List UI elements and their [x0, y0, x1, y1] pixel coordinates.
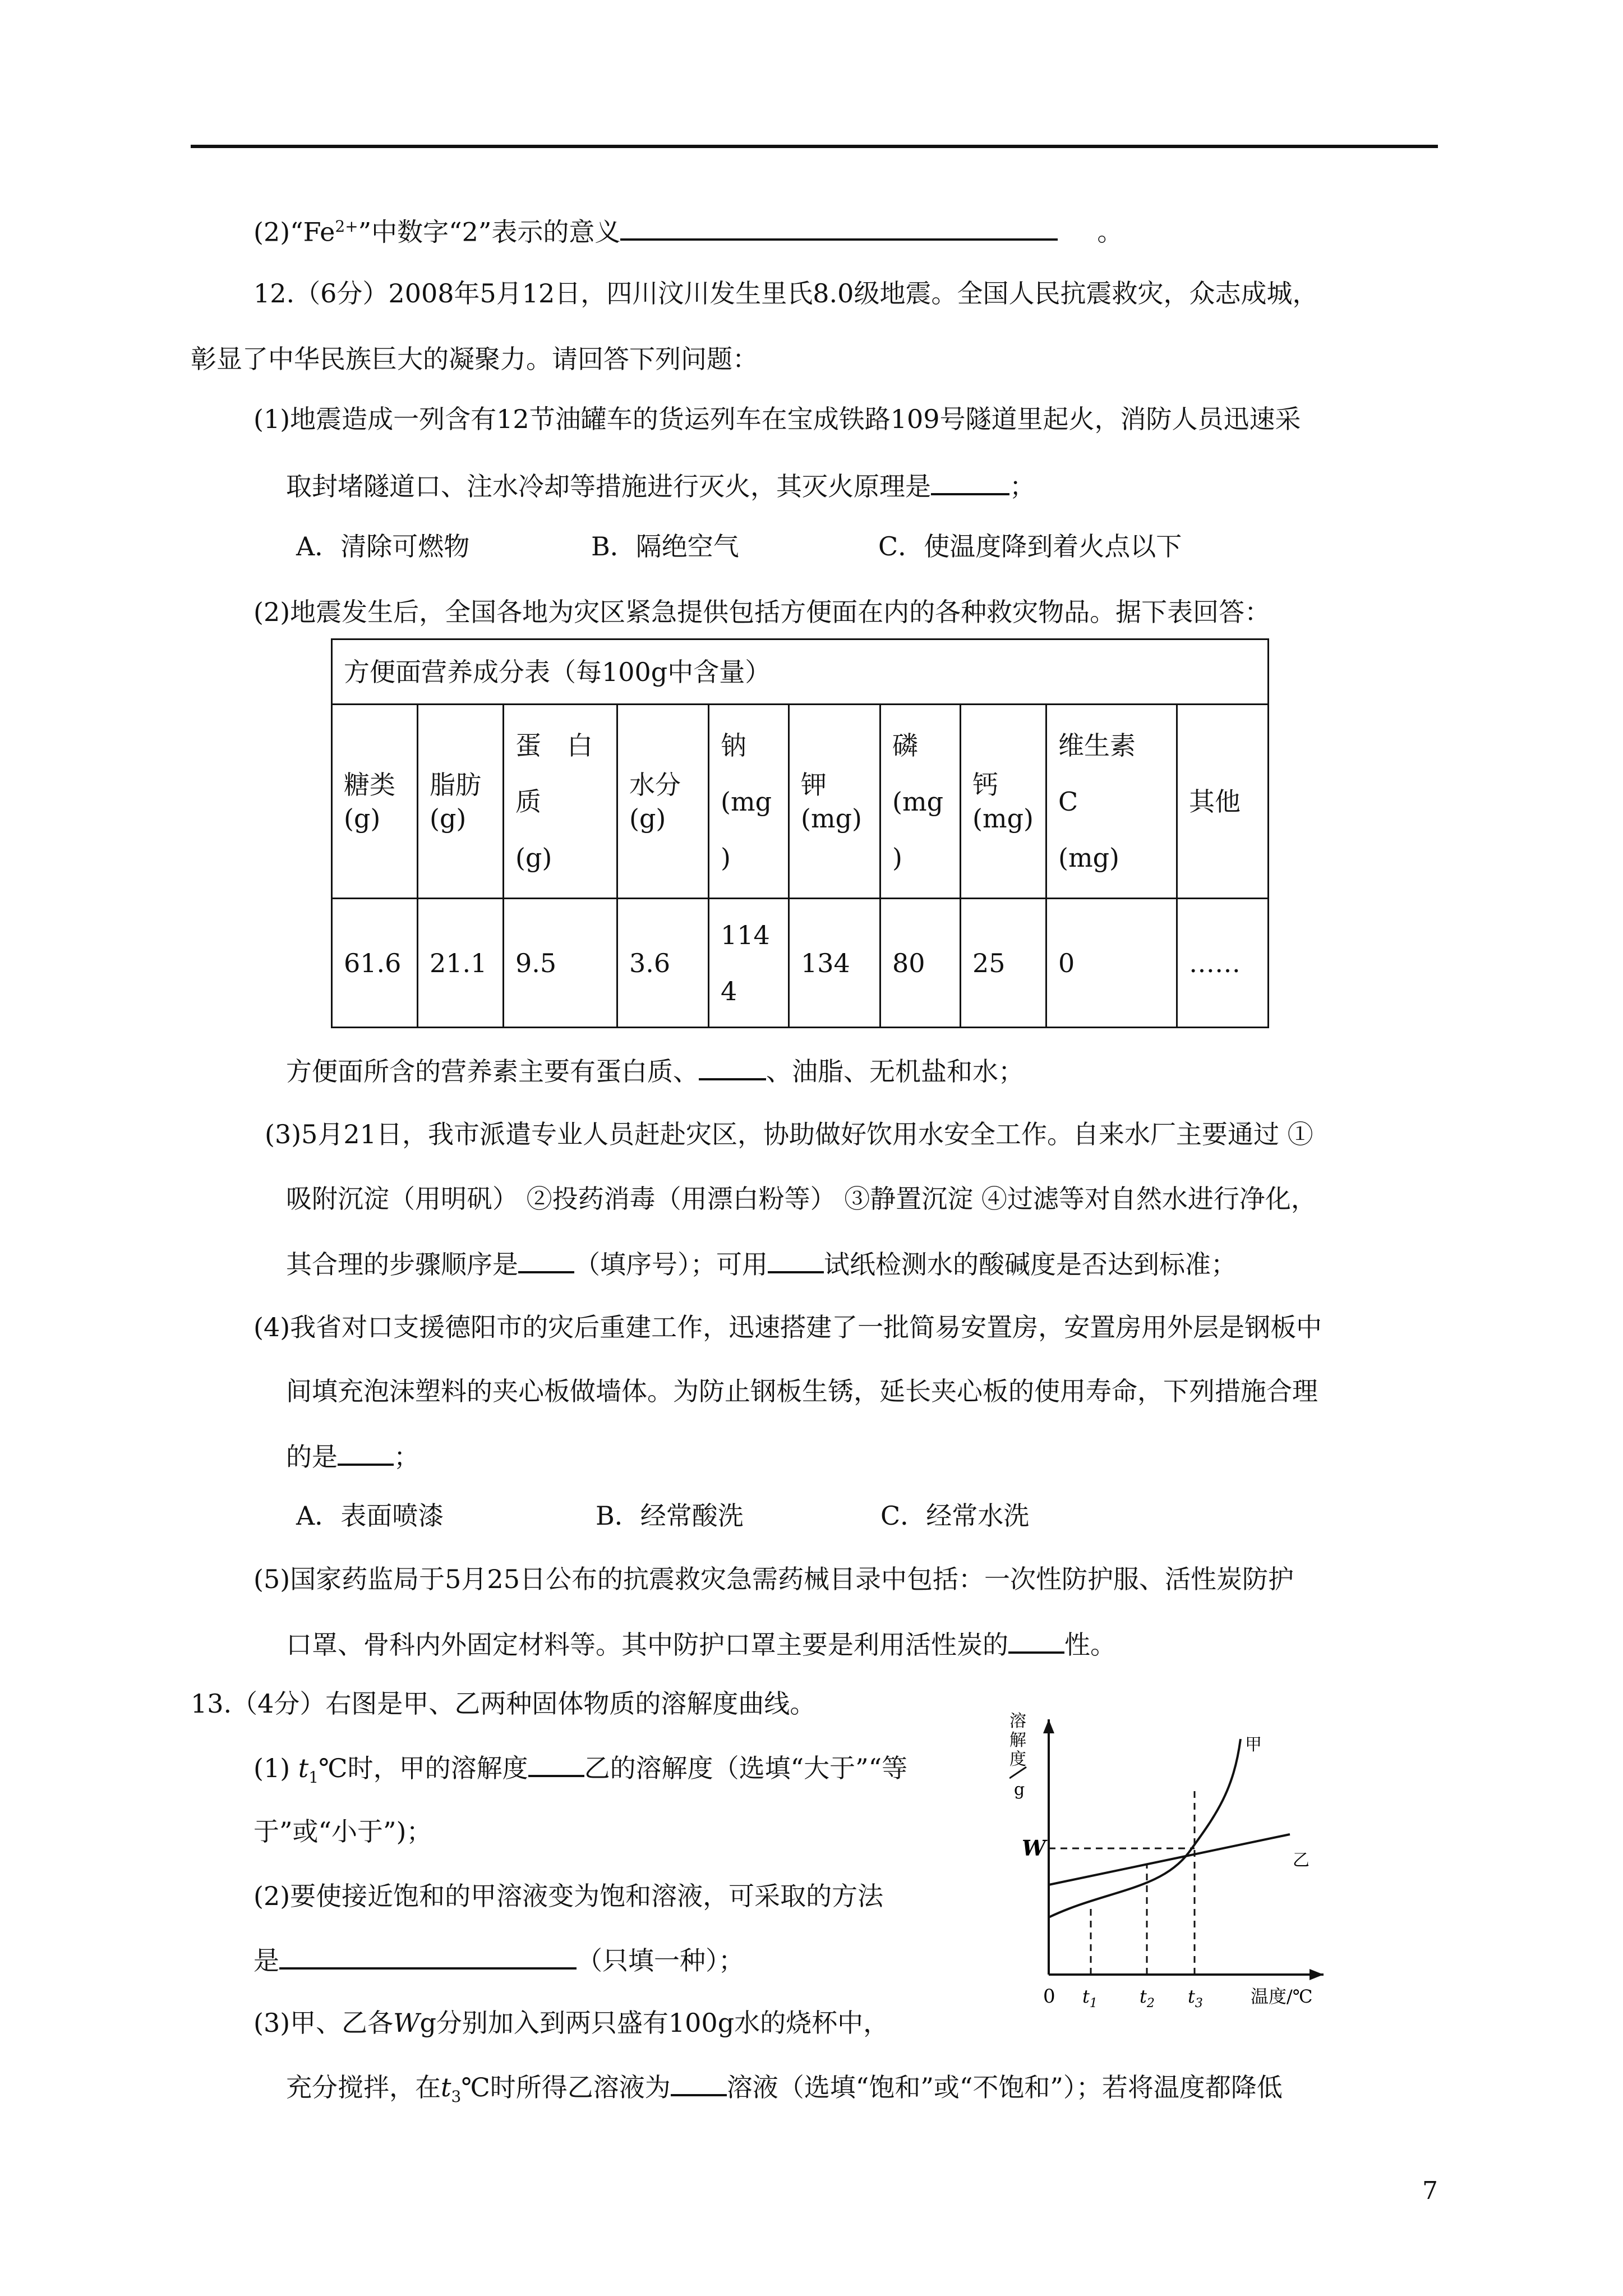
- header-cell: 钙 (mg): [961, 705, 1046, 899]
- table-cell: 61.6: [332, 899, 418, 1028]
- q11-part2-line: $(2)“Fe^{2+}$”中数字“2”表示的意义 。: [253, 210, 1123, 249]
- header-rule: [191, 145, 1438, 148]
- q13-p2-line1: (2)要使接近饱和的甲溶液变为饱和溶液，可采取的方法: [253, 1881, 884, 1911]
- header-cell: 钠 (mg ): [709, 705, 789, 899]
- q12-p1-option-b: B．隔绝空气: [591, 531, 739, 562]
- q13-p3-line2: 充分搅拌，在$t_3℃$时所得乙溶液为 溶液（选填“饱和”或“不饱和”）；若将温度都降低: [286, 2069, 1283, 2114]
- header-cell: 糖类 (g): [332, 705, 418, 899]
- q12-p4-line2: 间填充泡沫塑料的夹心板做墙体。为防止钢板生锈，延长夹心板的使用寿命，下列措施合理: [286, 1376, 1318, 1406]
- origin-label: 0: [1043, 1985, 1055, 2008]
- table-cell: 25: [961, 899, 1046, 1028]
- y-axis-label-2: 解: [1009, 1731, 1026, 1750]
- q12-line2: 彰显了中华民族巨大的凝聚力。请回答下列问题：: [191, 344, 758, 374]
- q12-p3-line3: 其合理的步骤顺序是 （填序号）；可用 试纸检测水的酸碱度是否达到标准；: [286, 1246, 1237, 1281]
- answer-blank[interactable]: [518, 1246, 574, 1273]
- q13-p2-line2: 是 （只填一种）；: [253, 1943, 744, 1977]
- table-cell: 0: [1046, 899, 1177, 1028]
- tick-label-t2: $t_2$: [1140, 1986, 1155, 2010]
- q12-p1-line2: 取封堵隧道口、注水冷却等措施进行灭火，其灭火原理是 ；: [286, 468, 1035, 503]
- series-label-yi: 乙: [1293, 1851, 1310, 1870]
- answer-blank[interactable]: [699, 1053, 766, 1080]
- solubility-graph: [1009, 1705, 1335, 2025]
- q13-p1-line2: 于”或“小于”)；: [253, 1816, 432, 1847]
- q12-p1-line1: (1)地震造成一列含有12节油罐车的货运列车在宝成铁路109号隧道里起火，消防人员迅速采: [253, 404, 1301, 434]
- answer-blank[interactable]: [931, 468, 1009, 495]
- q12-p2-after: 方便面所含的营养素主要有蛋白质、 、油脂、无机盐和水；: [286, 1053, 1024, 1088]
- answer-blank[interactable]: [279, 1943, 577, 1970]
- q12-p1-option-a: A．清除可燃物: [296, 531, 470, 562]
- q12-p1-option-c: C．使温度降到着火点以下: [878, 531, 1182, 562]
- curve-jia: [1049, 1739, 1241, 1917]
- table-cell: 3.6: [617, 899, 709, 1028]
- answer-blank[interactable]: [620, 214, 1058, 241]
- q12-p3-line2: 吸附沉淀（用明矾） ②投药消毒（用漂白粉等） ③静置沉淀 ④过滤等对自然水进行净化，: [286, 1184, 1317, 1214]
- nutrition-table: [331, 638, 1269, 1028]
- table-cell: 80: [880, 899, 961, 1028]
- q13-p3-line1: (3)甲、乙各Wg分别加入到两只盛有100g水的烧杯中，: [253, 2008, 889, 2038]
- q12-p3-line1: (3)5月21日，我市派遣专业人员赶赴灾区，协助做好饮用水安全工作。自来水厂主要通过 ①: [265, 1119, 1313, 1149]
- table-cell: ……: [1177, 899, 1269, 1028]
- q13-line1: 13.（4分）右图是甲、乙两种固体物质的溶解度曲线。: [191, 1688, 816, 1719]
- header-cell: 钾 (mg): [789, 705, 880, 899]
- q12-p4-line3: 的是 ；: [286, 1439, 419, 1474]
- table-row: [332, 899, 1269, 1028]
- q12-p4-option-a: A．表面喷漆: [296, 1501, 444, 1531]
- table-cell: 114 4: [709, 899, 789, 1028]
- table-cell: 134: [789, 899, 880, 1028]
- header-cell: 水分 (g): [617, 705, 709, 899]
- curve-yi: [1049, 1834, 1290, 1885]
- header-cell: 脂肪 (g): [418, 705, 504, 899]
- series-label-jia: 甲: [1245, 1735, 1262, 1755]
- table-caption: 方便面营养成分表（每100g中含量）: [332, 639, 1269, 705]
- y-axis-label-3: 度: [1009, 1750, 1026, 1769]
- q12-p4-line1: (4)我省对口支援德阳市的灾后重建工作，迅速搭建了一批简易安置房，安置房用外层是钢板中: [253, 1312, 1322, 1342]
- answer-blank[interactable]: [671, 2069, 727, 2096]
- header-cell: 维生素 C (mg): [1046, 705, 1177, 899]
- q13-p1-line1: (1) $t_1℃$时，甲的溶解度 乙的溶解度（选填“大于”“等: [253, 1750, 907, 1795]
- y-axis-label-4: g: [1014, 1780, 1025, 1800]
- q12-p4-option-c: C．经常水洗: [880, 1501, 1030, 1531]
- header-cell: 磷 (mg ): [880, 705, 961, 899]
- tick-label-t1: $t_1$: [1082, 1986, 1098, 2010]
- q12-p5-line2: 口罩、骨科内外固定材料等。其中防护口罩主要是利用活性炭的 性。: [286, 1627, 1116, 1662]
- y-axis-label-1: 溶: [1009, 1711, 1026, 1731]
- q12-p2-line: (2)地震发生后，全国各地为灾区紧急提供包括方便面在内的各种救灾物品。据下表回答：: [253, 597, 1271, 627]
- tick-label-t3: $t_3$: [1188, 1986, 1203, 2010]
- x-axis-arrow: [1310, 1969, 1324, 1980]
- answer-blank[interactable]: [528, 1750, 584, 1777]
- w-label: W: [1022, 1835, 1046, 1861]
- x-axis-label: 温度/℃: [1251, 1986, 1313, 2007]
- page-number: 7: [1422, 2177, 1438, 2205]
- header-cell: 蛋 白 质 (g): [504, 705, 617, 899]
- table-cell: 9.5: [504, 899, 617, 1028]
- y-axis-arrow: [1043, 1719, 1054, 1733]
- q12-p4-option-b: B．经常酸洗: [596, 1501, 744, 1531]
- table-cell: 21.1: [418, 899, 504, 1028]
- header-cell: 其他: [1177, 705, 1269, 899]
- answer-blank[interactable]: [1008, 1627, 1064, 1654]
- q12-line1: 12.（6分）2008年5月12日，四川汶川发生里氏8.0级地震。全国人民抗震救灾，众志成城，: [253, 278, 1318, 309]
- q12-p5-line1: (5)国家药监局于5月25日公布的抗震救灾急需药械目录中包括：一次性防护服、活性炭防护: [253, 1564, 1294, 1594]
- answer-blank[interactable]: [338, 1439, 394, 1466]
- table-header-row: [332, 705, 1269, 899]
- answer-blank[interactable]: [768, 1246, 824, 1273]
